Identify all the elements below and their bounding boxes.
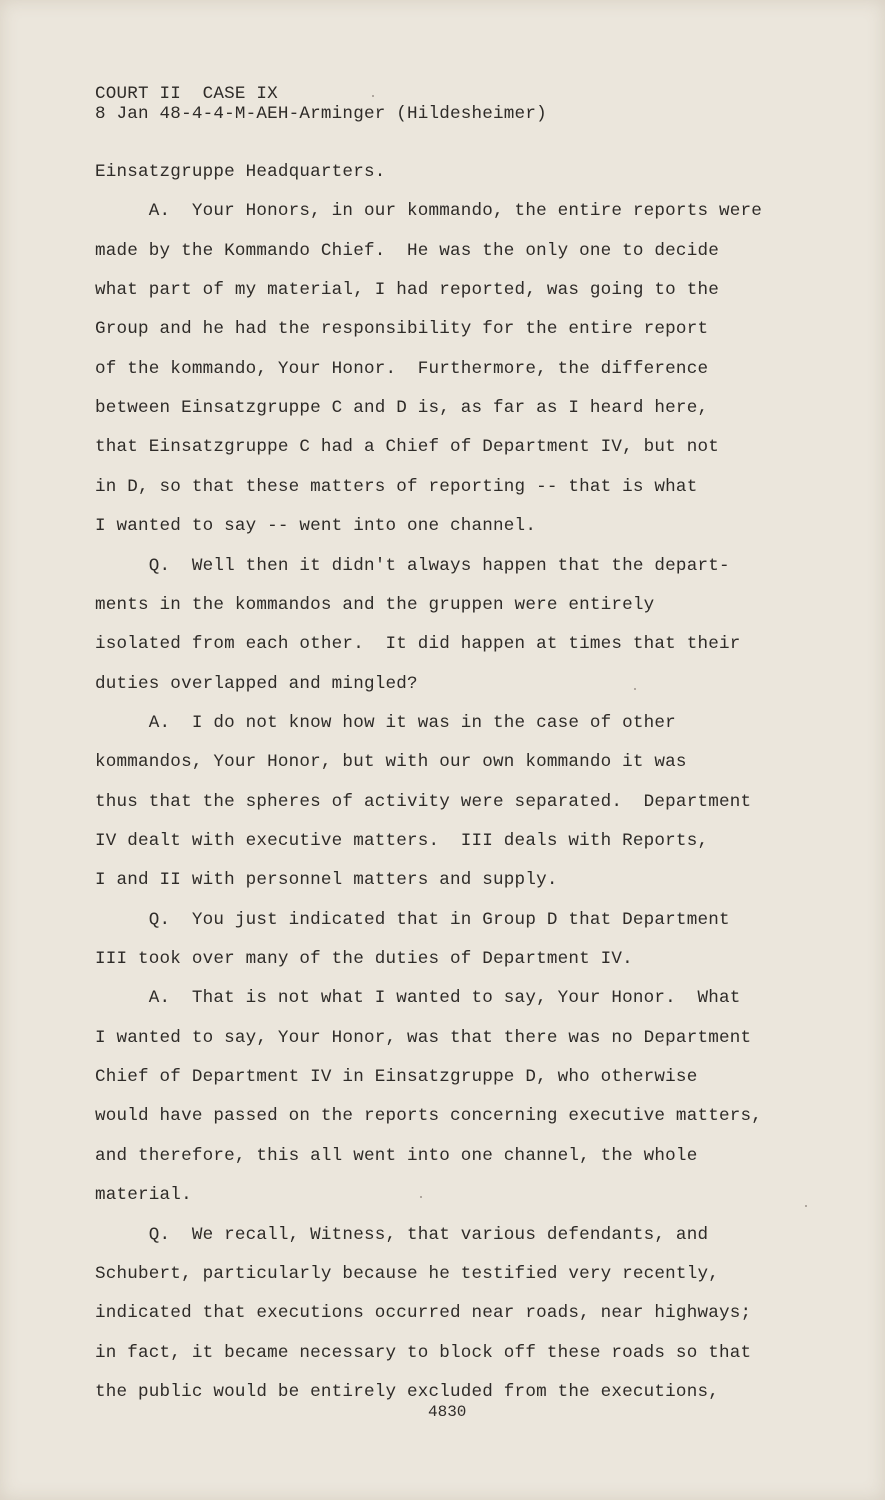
transcript-line: Schubert, particularly because he testified very recently, <box>95 1263 719 1284</box>
paper-speck <box>372 95 374 97</box>
transcript-line: made by the Kommando Chief. He was the only one to decide <box>95 240 719 261</box>
transcript-line: material. <box>95 1185 192 1206</box>
transcript-line: I and II with personnel matters and supply. <box>95 870 558 891</box>
transcript-line: that Einsatzgruppe C had a Chief of Department IV, but not <box>95 437 719 458</box>
transcript-line: indicated that executions occurred near roads, near highways; <box>95 1303 752 1324</box>
transcript-line: Group and he had the responsibility for the entire report <box>95 319 709 340</box>
transcript-line: Q. Well then it didn't always happen that the depart- <box>95 555 730 576</box>
transcript-line: A. I do not know how it was in the case of other <box>95 712 676 733</box>
transcript-line: in D, so that these matters of reporting -- that is what <box>95 476 698 497</box>
transcript-line: I wanted to say -- went into one channel. <box>95 516 537 537</box>
transcript-line: duties overlapped and mingled? <box>95 673 418 694</box>
transcript-line: the public would be entirely excluded from the executions, <box>95 1381 719 1402</box>
date-reference-header: 8 Jan 48-4-4-M-AEH-Arminger (Hildesheimer) <box>95 104 547 124</box>
transcript-line: thus that the spheres of activity were separated. Department <box>95 791 752 812</box>
page-number: 4830 <box>428 1403 467 1421</box>
transcript-line: Chief of Department IV in Einsatzgruppe D, who otherwise <box>95 1067 698 1088</box>
transcript-line: between Einsatzgruppe C and D is, as far as I heard here, <box>95 398 709 419</box>
transcript-line: III took over many of the duties of Department IV. <box>95 949 633 969</box>
transcript-line: Q. We recall, Witness, that various defendants, and <box>95 1224 709 1245</box>
transcript-line: Einsatzgruppe Headquarters. <box>95 162 386 182</box>
transcript-line: of the kommando, Your Honor. Furthermore, the difference <box>95 358 709 379</box>
transcript-line: A. Your Honors, in our kommando, the entire reports were <box>95 201 762 222</box>
paper-speck <box>634 688 636 690</box>
transcript-line: in fact, it became necessary to block off these roads so that <box>95 1342 752 1363</box>
transcript-line: A. That is not what I wanted to say, Your Honor. What <box>95 988 741 1009</box>
transcript-line: I wanted to say, Your Honor, was that there was no Department <box>95 1027 752 1048</box>
transcript-line: isolated from each other. It did happen at times that their <box>95 634 741 655</box>
transcript-line: ments in the kommandos and the gruppen were entirely <box>95 594 655 615</box>
transcript-line: kommandos, Your Honor, but with our own kommando it was <box>95 752 687 773</box>
transcript-line: would have passed on the reports concerning executive matters, <box>95 1106 762 1127</box>
transcript-line: Q. You just indicated that in Group D that Department <box>95 909 730 930</box>
paper-speck <box>805 1205 807 1207</box>
court-case-header: COURT II CASE IX <box>95 84 278 104</box>
paper-speck <box>420 1196 422 1198</box>
transcript-line: what part of my material, I had reported, was going to the <box>95 280 719 301</box>
transcript-line: and therefore, this all went into one channel, the whole <box>95 1145 698 1166</box>
transcript-line: IV dealt with executive matters. III deals with Reports, <box>95 831 709 851</box>
